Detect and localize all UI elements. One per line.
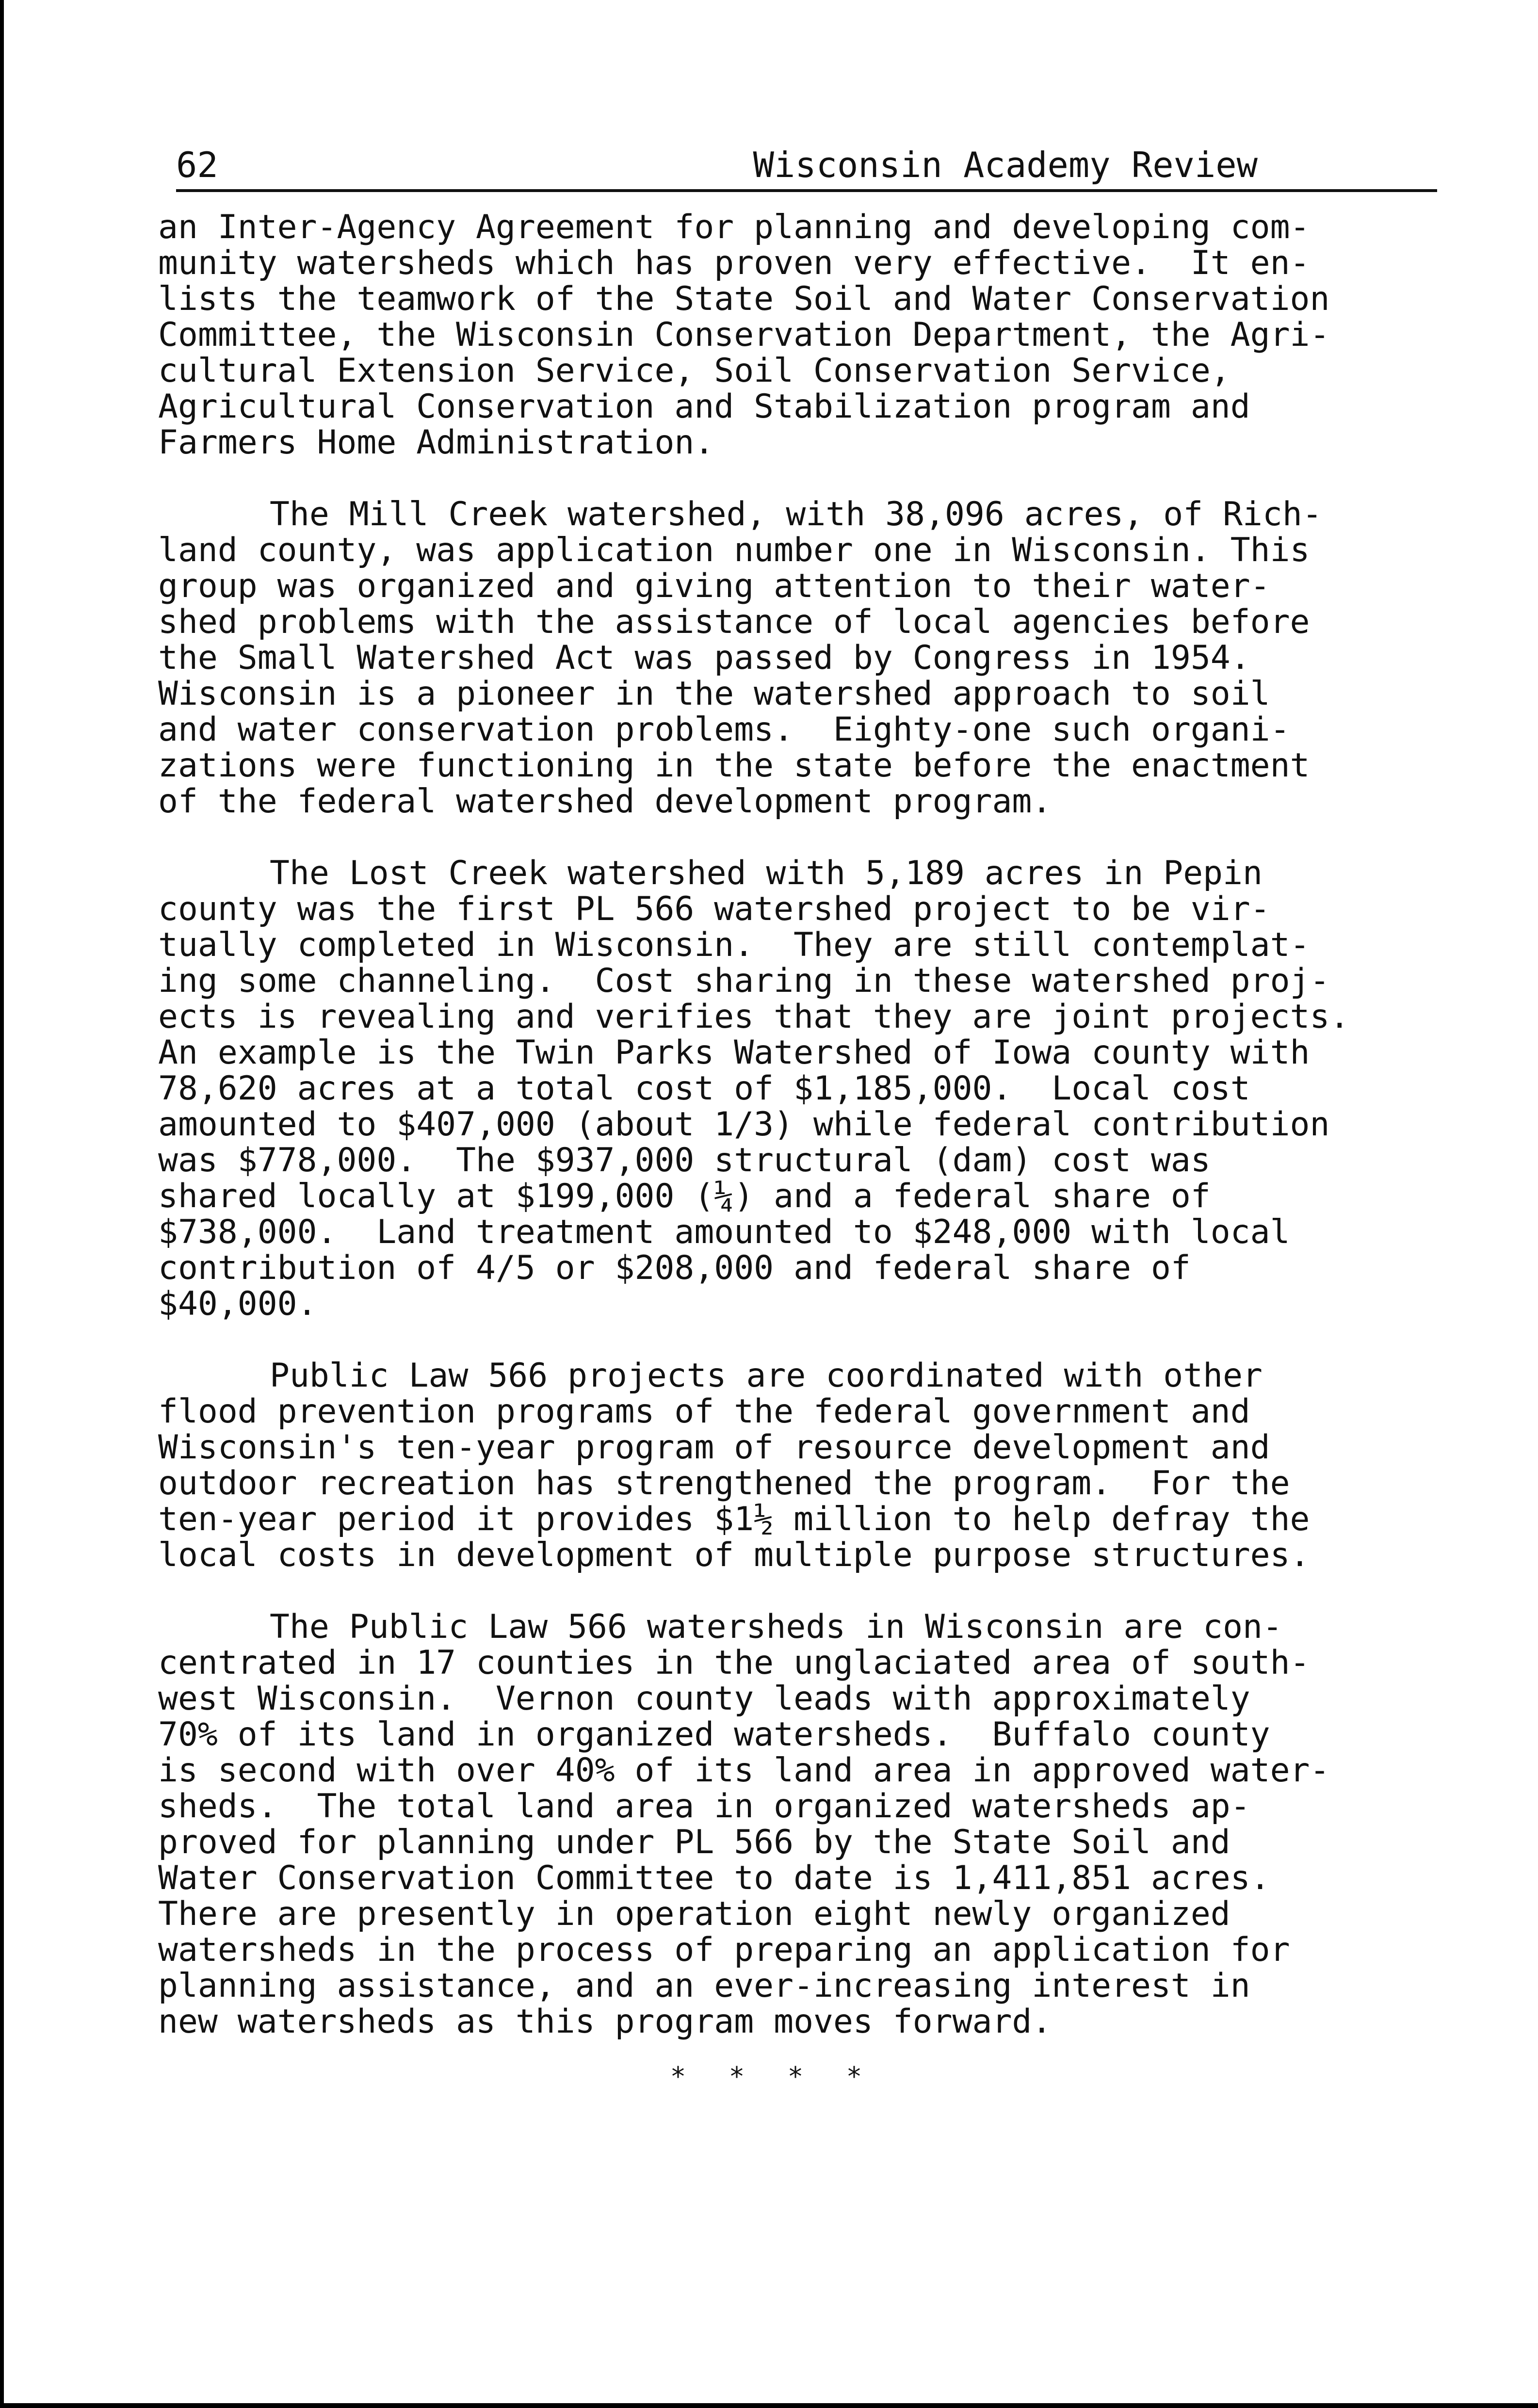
text-line: Wisconsin is a pioneer in the watershed approach to soil (158, 675, 1270, 713)
text-line: was $778,000. The $937,000 structural (dam) cost was (158, 1141, 1211, 1180)
text-line: west Wisconsin. Vernon county leads with approximately (158, 1680, 1250, 1718)
text-line: of the federal watershed development program. (158, 782, 1052, 821)
text-line: and water conservation problems. Eighty-one such organi- (158, 711, 1290, 749)
text-line: ing some channeling. Cost sharing in these watershed proj- (158, 962, 1330, 1000)
text-line: Farmers Home Administration. (158, 423, 714, 462)
text-line: ten-year period it provides $1½ million to help defray the (158, 1500, 1310, 1538)
text-line: new watersheds as this program moves forward. (158, 2003, 1052, 2041)
text-line: tually completed in Wisconsin. They are still contemplat- (158, 926, 1310, 964)
page-number: 62 (176, 145, 218, 185)
text-line: land county, was application number one in Wisconsin. This (158, 531, 1310, 569)
text-line: outdoor recreation has strengthened the program. For the (158, 1464, 1290, 1503)
text-line: 78,620 acres at a total cost of $1,185,000. Local cost (158, 1069, 1250, 1108)
text-line: proved for planning under PL 566 by the State Soil and (158, 1823, 1230, 1861)
text-line: watersheds in the process of preparing an application for (158, 1931, 1290, 1969)
text-line: $40,000. (158, 1285, 317, 1323)
text-line: $738,000. Land treatment amounted to $248,000 with local (158, 1213, 1290, 1251)
text-line: shared locally at $199,000 (¼) and a federal share of (158, 1177, 1211, 1215)
paragraph (158, 1609, 1468, 2040)
paragraph (158, 210, 1468, 461)
paragraph (158, 497, 1468, 820)
text-line: an Inter-Agency Agreement for planning and developing com- (158, 208, 1310, 246)
text-line: is second with over 40% of its land area in approved water- (158, 1751, 1330, 1790)
text-line: planning assistance, and an ever-increasing interest in (158, 1967, 1250, 2005)
section-end-mark: * * * * (670, 2061, 876, 2092)
text-line: An example is the Twin Parks Watershed of Iowa county with (158, 1034, 1310, 1072)
text-line: Agricultural Conservation and Stabilization program and (158, 388, 1250, 426)
text-line: amounted to $407,000 (about 1/3) while federal contribution (158, 1105, 1330, 1144)
text-line: munity watersheds which has proven very effective. It en- (158, 244, 1310, 282)
paragraph (158, 1358, 1468, 1573)
text-line: The Public Law 566 watersheds in Wisconsin are con- (270, 1608, 1282, 1646)
text-line: cultural Extension Service, Soil Conservation Service, (158, 352, 1230, 390)
text-line: centrated in 17 counties in the unglaciated area of south- (158, 1644, 1310, 1682)
paragraph (158, 856, 1468, 1322)
journal-title: Wisconsin Academy Review (753, 145, 1258, 185)
text-line: Public Law 566 projects are coordinated with other (270, 1357, 1263, 1395)
text-line: 70% of its land in organized watersheds. Buffalo county (158, 1715, 1270, 1754)
text-line: group was organized and giving attention to their water- (158, 567, 1270, 605)
text-line: ects is revealing and verifies that they are joint projects. (158, 998, 1350, 1036)
text-line: Water Conservation Committee to date is 1,411,851 acres. (158, 1859, 1270, 1897)
text-line: Wisconsin's ten-year program of resource development and (158, 1428, 1270, 1467)
text-line: contribution of 4/5 or $208,000 and federal share of (158, 1249, 1191, 1287)
text-line: county was the first PL 566 watershed project to be vir- (158, 890, 1270, 928)
text-line: The Mill Creek watershed, with 38,096 acres, of Rich- (270, 495, 1322, 533)
text-line: sheds. The total land area in organized watersheds ap- (158, 1787, 1250, 1826)
running-header (176, 136, 1437, 192)
text-line: The Lost Creek watershed with 5,189 acres in Pepin (270, 854, 1263, 892)
text-line: There are presently in operation eight newly organized (158, 1895, 1230, 1933)
text-line: the Small Watershed Act was passed by Congress in 1954. (158, 639, 1250, 677)
text-line: lists the teamwork of the State Soil and Water Conservation (158, 280, 1330, 318)
text-line: zations were functioning in the state before the enactment (158, 746, 1310, 785)
text-line: Committee, the Wisconsin Conservation Department, the Agri- (158, 316, 1330, 354)
text-line: local costs in development of multiple purpose structures. (158, 1536, 1310, 1574)
body-text (158, 210, 1468, 2076)
text-line: flood prevention programs of the federal government and (158, 1392, 1250, 1431)
text-line: shed problems with the assistance of local agencies before (158, 603, 1310, 641)
